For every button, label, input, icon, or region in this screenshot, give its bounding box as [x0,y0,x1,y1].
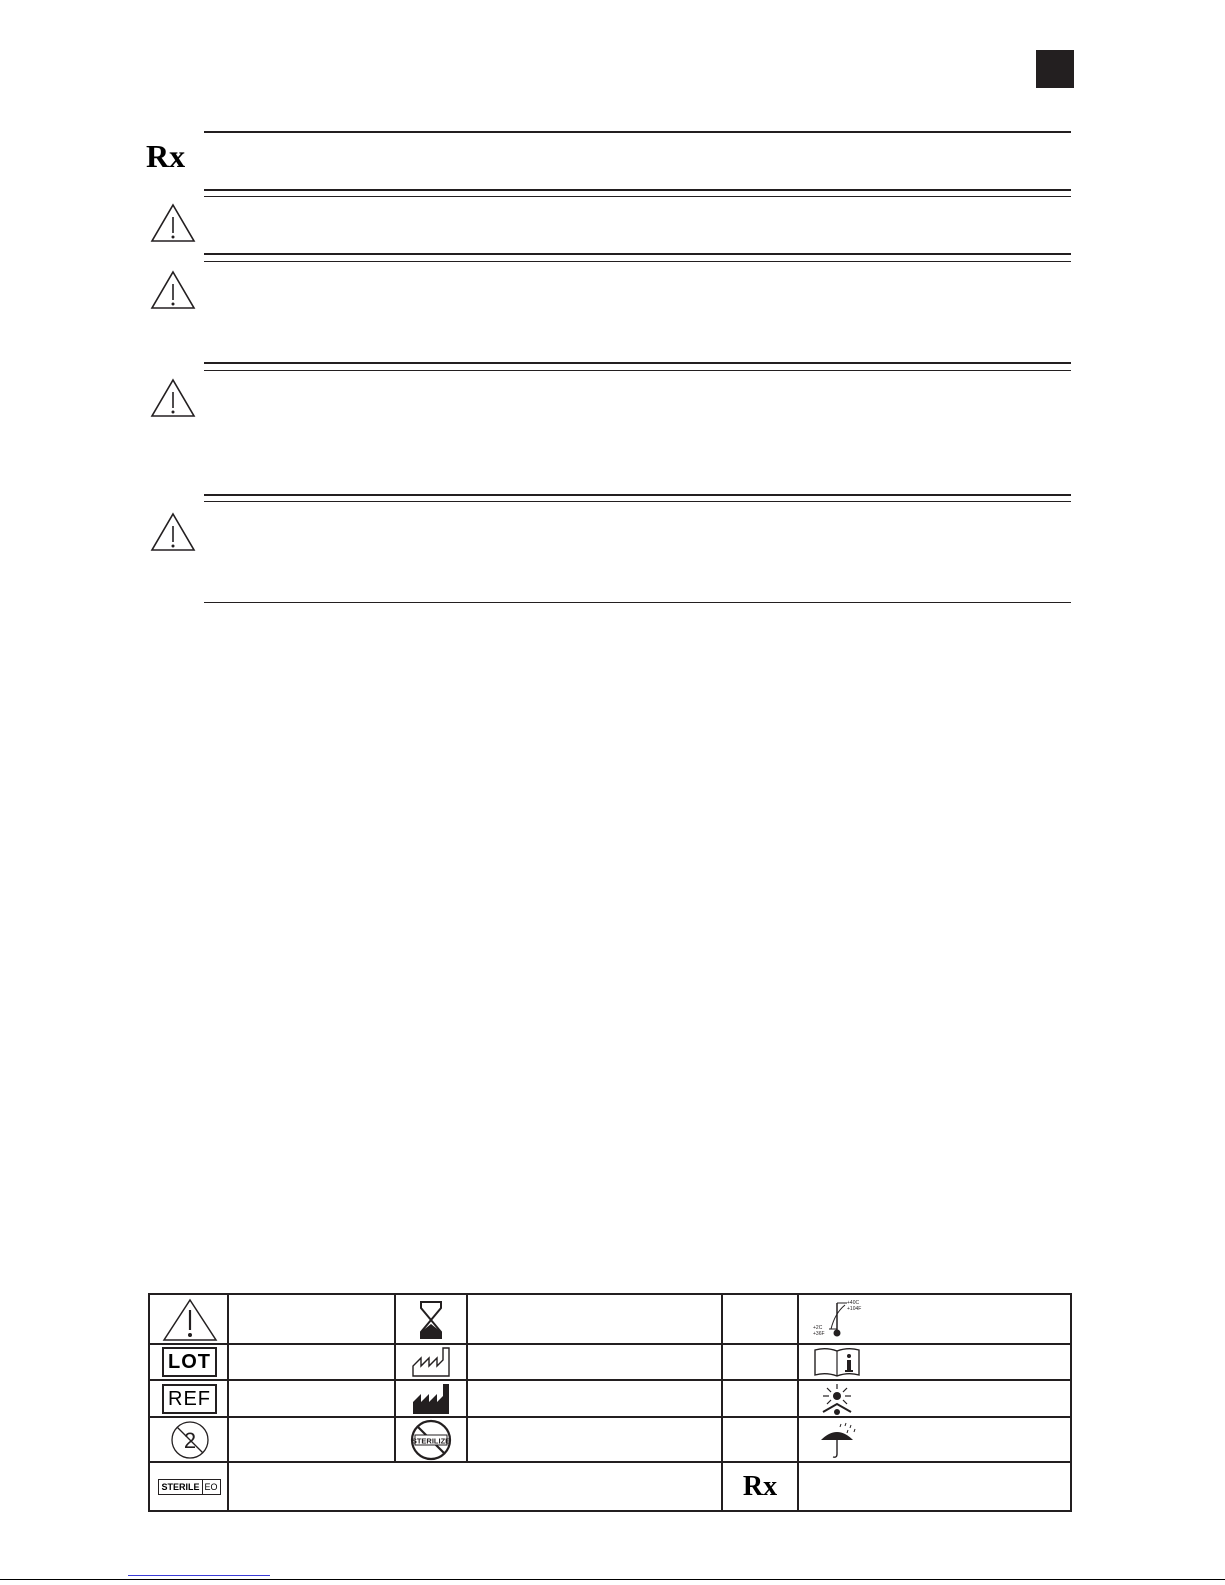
ref-label: REF [162,1384,217,1414]
section-rule [204,261,1071,262]
section-rule [204,494,1071,496]
warning-triangle-icon [150,270,196,310]
warning-triangle-icon [150,378,196,418]
keep-away-from-sunlight-icon [799,1381,874,1416]
manufacturer-icon [396,1381,466,1416]
resterilize-label: STERILIZE [411,1436,451,1445]
table-divider [150,1461,1070,1463]
consult-instructions-icon [799,1345,874,1379]
table-divider [150,1379,1070,1381]
sterile-eo-icon [152,1463,227,1510]
single-use-number: 2 [183,1427,196,1453]
section-rule [204,370,1071,371]
prescription-rx-icon [723,1463,797,1510]
temperature-limit-icon [799,1297,874,1343]
do-not-reuse-icon [152,1418,227,1461]
caution-icon [152,1297,227,1343]
lot-number-icon [152,1345,227,1379]
rx-table-text: Rx [742,1470,778,1502]
sterile-label: STERILE [159,1480,202,1494]
temp-upper-f: +104F [846,1306,861,1312]
symbol-legend-table [148,1293,1072,1512]
temp-lower-f: +36F [812,1331,825,1337]
section-rule [204,196,1071,197]
footer-link-underline [128,1575,270,1576]
footer-rule [0,1579,1225,1580]
section-rule [204,253,1071,255]
rx-header-text: Rx [146,138,186,174]
table-divider [150,1416,1070,1418]
rx-header-icon [146,138,185,174]
table-divider [227,1295,229,1510]
warning-triangle-icon [150,203,196,243]
section-rule [204,602,1071,603]
lot-label: LOT [162,1347,217,1377]
temp-lower-c: +2C [812,1325,822,1331]
date-of-manufacture-icon [396,1345,466,1379]
keep-dry-icon [799,1418,874,1461]
warning-triangle-icon [150,512,196,552]
sterile-method: EO [204,1481,218,1492]
section-rule [204,362,1071,364]
catalog-number-icon [152,1381,227,1416]
section-rule [204,189,1071,191]
section-rule [204,501,1071,502]
table-divider [150,1343,1070,1345]
section-rule [204,131,1071,133]
temp-upper-c: +40C [846,1300,859,1306]
page-tab-marker [1036,50,1074,88]
use-by-hourglass-icon [396,1297,466,1343]
do-not-resterilize-icon [396,1418,466,1461]
